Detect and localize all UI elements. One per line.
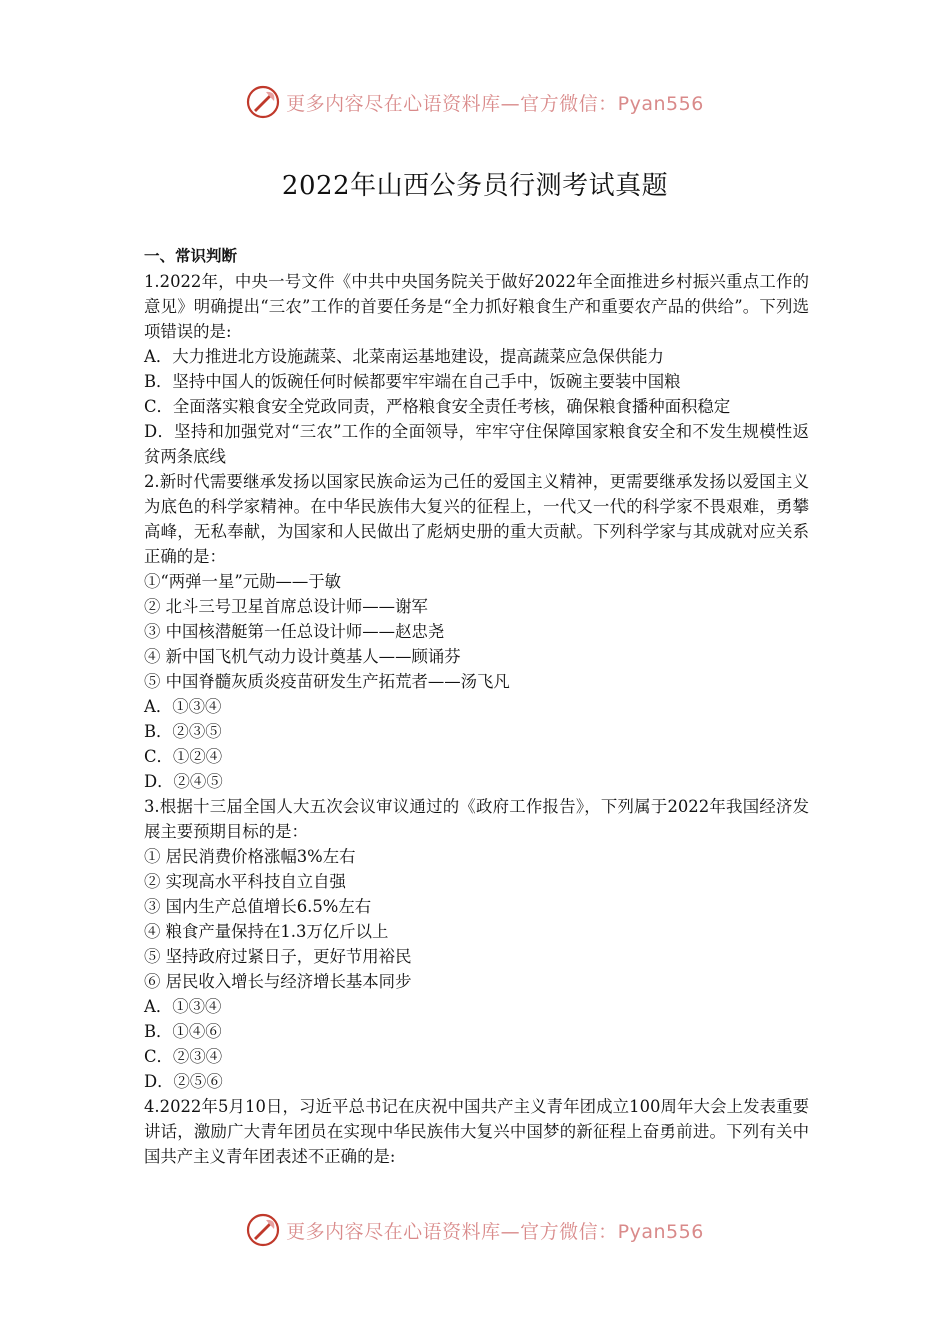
statement-item: ① 居民消费价格涨幅3%左右 <box>144 847 356 866</box>
option-line: D．②⑤⑥ <box>144 1072 223 1091</box>
question-stem: 1.2022年，中央一号文件《中共中央国务院关于做好2022年全面推进乡村振兴重点工作的意见》明确提出“三农”工作的首要任务是“全力抓好粮食生产和重要农产品的供给”。下列选项错误的是: <box>144 272 809 341</box>
question-stem: 4.2022年5月10日，习近平总书记在庆祝中国共产主义青年团成立100周年大会上发表重要讲话，激励广大青年团员在实现中华民族伟大复兴中国梦的新征程上奋勇前进。下列有关中国共产主义青年团表述不正确的是: <box>144 1097 809 1166</box>
statement-item: ⑤ 中国脊髓灰质炎疫苗研发生产拓荒者——汤飞凡 <box>144 672 510 691</box>
question-1 <box>144 269 809 469</box>
header-watermark-banner <box>0 82 950 122</box>
question-3 <box>144 794 809 1094</box>
option-line: B．②③⑤ <box>144 722 222 741</box>
option-line: C．①②④ <box>144 747 223 766</box>
document-body <box>144 244 809 1169</box>
quill-logo-icon <box>246 85 280 119</box>
watermark-text: 更多内容尽在心语资料库—官方微信：Pyan556 <box>286 1220 704 1243</box>
option-line: D．②④⑤ <box>144 772 223 791</box>
statement-item: ② 北斗三号卫星首席总设计师——谢军 <box>144 597 428 616</box>
question-stem: 2.新时代需要继承发扬以国家民族命运为己任的爱国主义精神，更需要继承发扬以爱国主义为底色的科学家精神。在中华民族伟大复兴的征程上，一代又一代的科学家不畏艰难，勇攀高峰，无私奉献，为国家和人民做出了彪炳史册的重大贡献。下列科学家与其成就对应关系正确的是： <box>144 472 809 566</box>
statement-item: ⑤ 坚持政府过紧日子，更好节用裕民 <box>144 947 412 966</box>
watermark-text: 更多内容尽在心语资料库—官方微信：Pyan556 <box>286 92 704 115</box>
question-4 <box>144 1094 809 1169</box>
option-line: C．全面落实粮食安全党政同责，严格粮食安全责任考核，确保粮食播种面积稳定 <box>144 397 731 416</box>
statement-item: ③ 国内生产总值增长6.5%左右 <box>144 897 372 916</box>
option-line: A．大力推进北方设施蔬菜、北菜南运基地建设，提高蔬菜应急保供能力 <box>144 347 664 366</box>
section-heading: 一、常识判断 <box>144 247 238 265</box>
option-line: A．①③④ <box>144 997 222 1016</box>
statement-item: ④ 新中国飞机气动力设计奠基人——顾诵芬 <box>144 647 461 666</box>
statement-item: ② 实现高水平科技自立自强 <box>144 872 346 891</box>
option-line: D．坚持和加强党对“三农”工作的全面领导，牢牢守住保障国家粮食安全和不发生规模性返贫两条底线 <box>144 422 809 466</box>
question-stem: 3.根据十三届全国人大五次会议审议通过的《政府工作报告》，下列属于2022年我国经济发展主要预期目标的是： <box>144 797 809 841</box>
page-title: 2022年山西公务员行测考试真题 <box>281 171 669 202</box>
statement-item: ③ 中国核潜艇第一任总设计师——赵忠尧 <box>144 622 445 641</box>
footer-watermark-banner <box>0 1210 950 1250</box>
question-2 <box>144 469 809 794</box>
option-line: A．①③④ <box>144 697 222 716</box>
statement-item: ①“两弹一星”元勋——于敏 <box>144 572 342 591</box>
option-line: B．①④⑥ <box>144 1022 222 1041</box>
quill-logo-icon <box>246 1213 280 1247</box>
statement-item: ④ 粮食产量保持在1.3万亿斤以上 <box>144 922 389 941</box>
option-line: C．②③④ <box>144 1047 223 1066</box>
option-line: B．坚持中国人的饭碗任何时候都要牢牢端在自己手中，饭碗主要装中国粮 <box>144 372 681 391</box>
statement-item: ⑥ 居民收入增长与经济增长基本同步 <box>144 972 412 991</box>
